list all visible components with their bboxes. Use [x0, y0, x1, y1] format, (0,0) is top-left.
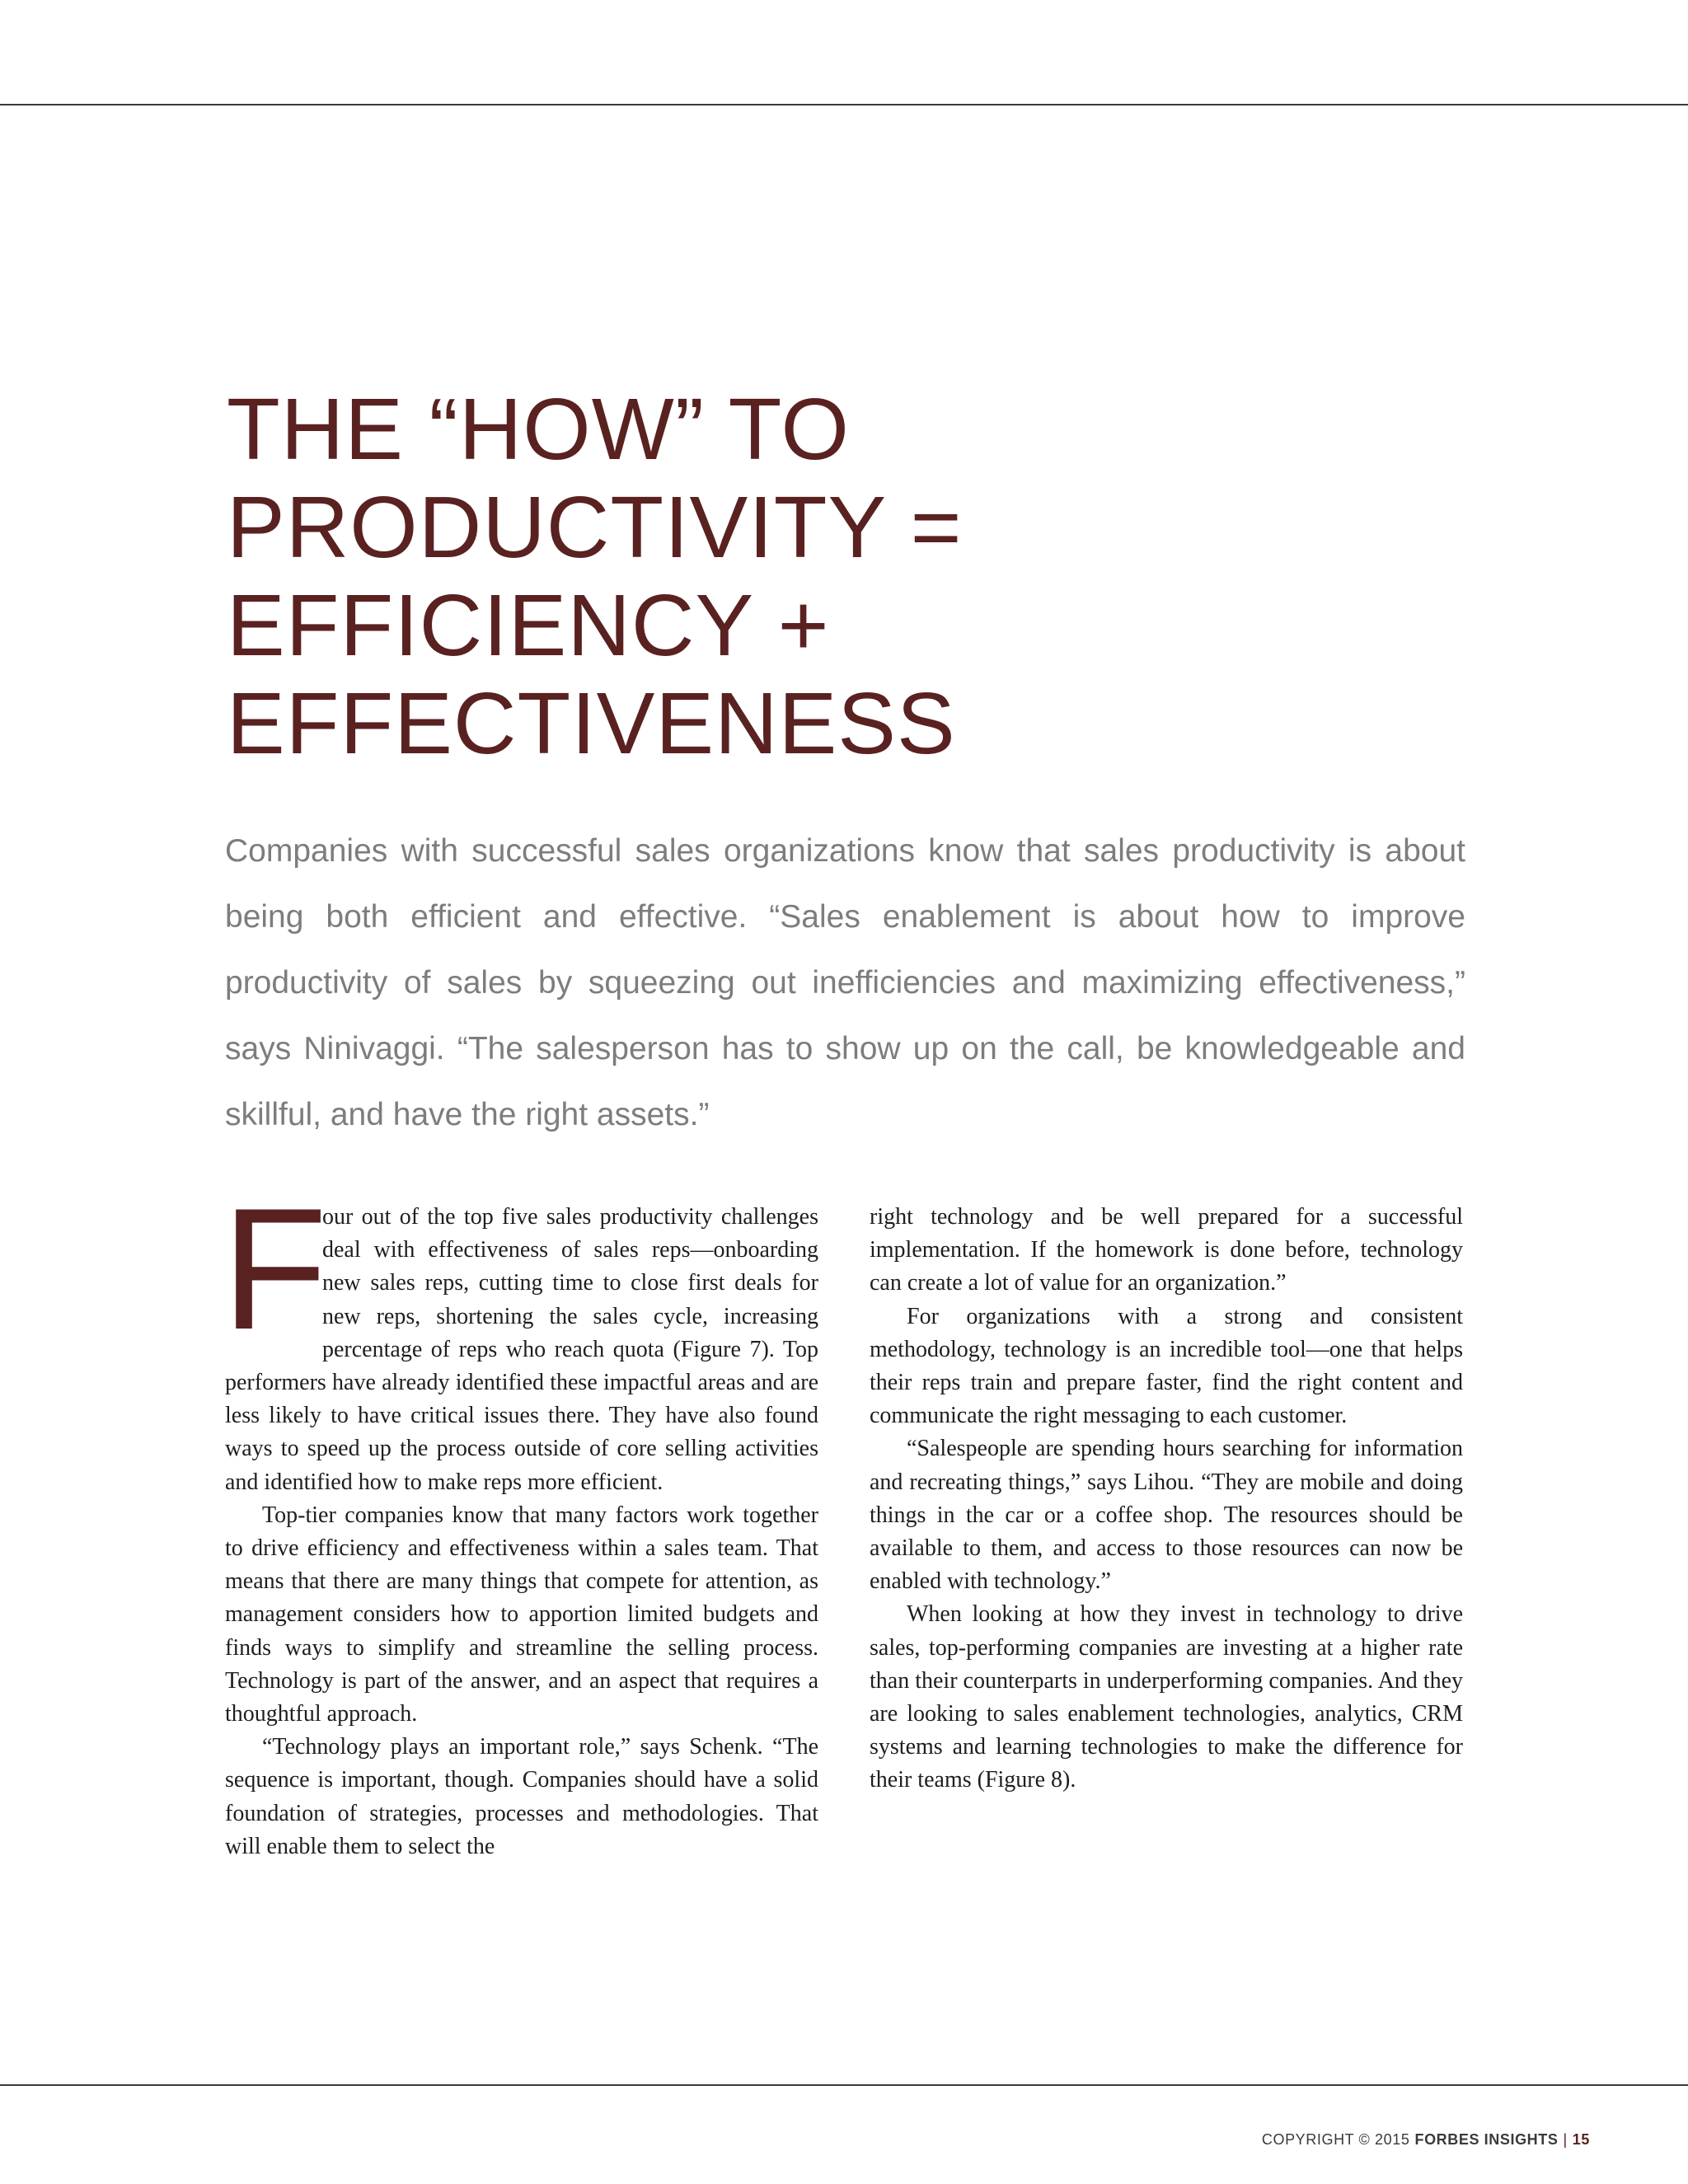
copyright-text: COPYRIGHT © 2015 — [1261, 2131, 1410, 2148]
body-paragraph: For organizations with a strong and consistent methodology, technology is an incredible tool—one that helps their reps train and prepare faster, find the right content and communicate the right messaging to each customer. — [870, 1303, 1463, 1429]
drop-cap: F — [222, 1172, 328, 1366]
footer-separator: | — [1563, 2131, 1568, 2148]
lede-paragraph: Companies with successful sales organizations know that sales productivity is about being both efficient and effective. “Sales enablement is about how to improve productivity of sales by squeezing out inefficiencies and maximizing effectiveness,” says Ninivaggi. “The salesperson has to show up on the call, be knowledgeable and skillful, and have the right assets.” — [225, 833, 1465, 1132]
title-line: EFFECTIVENESS — [227, 675, 956, 772]
body-paragraph: Top-tier companies know that many factors work together to drive efficiency and effectiveness within a sales team. That means that there are many things that compete for attention, as management considers how to apportion limited budgets and finds ways to simplify and streamline the selling process. Technology is part of the answer, and an aspect that requires a thoughtful approach. — [225, 1502, 818, 1727]
body-column-left — [222, 1172, 818, 1863]
body-paragraph: “Salespeople are spending hours searching for information and recreating things,” says Lihou. “They are mobile and doing things in the car or a coffee shop. The resources should be available to them, and access to those resources can now be enabled with technology.” — [870, 1436, 1463, 1595]
page-footer — [1262, 2131, 1590, 2149]
top-rule — [0, 104, 1688, 105]
body-paragraph — [222, 1172, 818, 1499]
page-title — [227, 381, 1463, 773]
page-number: 15 — [1572, 2131, 1590, 2148]
title-line: THE “HOW” TO — [227, 381, 850, 478]
title-line: EFFICIENCY + — [227, 577, 830, 674]
title-line: PRODUCTIVITY = — [227, 479, 963, 576]
bottom-rule — [0, 2084, 1688, 2086]
body-column-right — [870, 1201, 1463, 1797]
body-paragraph: When looking at how they invest in technology to drive sales, top-performing companies are investing at a higher rate than their counterparts in underperforming companies. And they are looking to sales enablement technologies, analytics, CRM systems and learning technologies to make the difference for their teams (Figure 8). — [870, 1601, 1464, 1793]
body-paragraph: “Technology plays an important role,” says Schenk. “The sequence is important, though. Companies should have a solid foundation of strategies, processes and methodologies. That will enable them to select the — [225, 1734, 818, 1859]
publication-name: FORBES INSIGHTS — [1414, 2131, 1559, 2148]
body-paragraph-text: our out of the top five sales productivity challenges deal with effectiveness of sales reps—onboarding new sales reps, cutting time to close first deals for new reps, shortening the sales cycle, increasing percentage of reps who reach quota (Figure 7). Top performers have already identified these impactful areas and are less likely to have critical issues there. They have also found ways to speed up the process outside of core selling activities and identified how to make reps more efficient. — [225, 1204, 818, 1495]
body-paragraph: right technology and be well prepared for a successful implementation. If the homework is done before, technology can create a lot of value for an organization.” — [870, 1204, 1463, 1296]
